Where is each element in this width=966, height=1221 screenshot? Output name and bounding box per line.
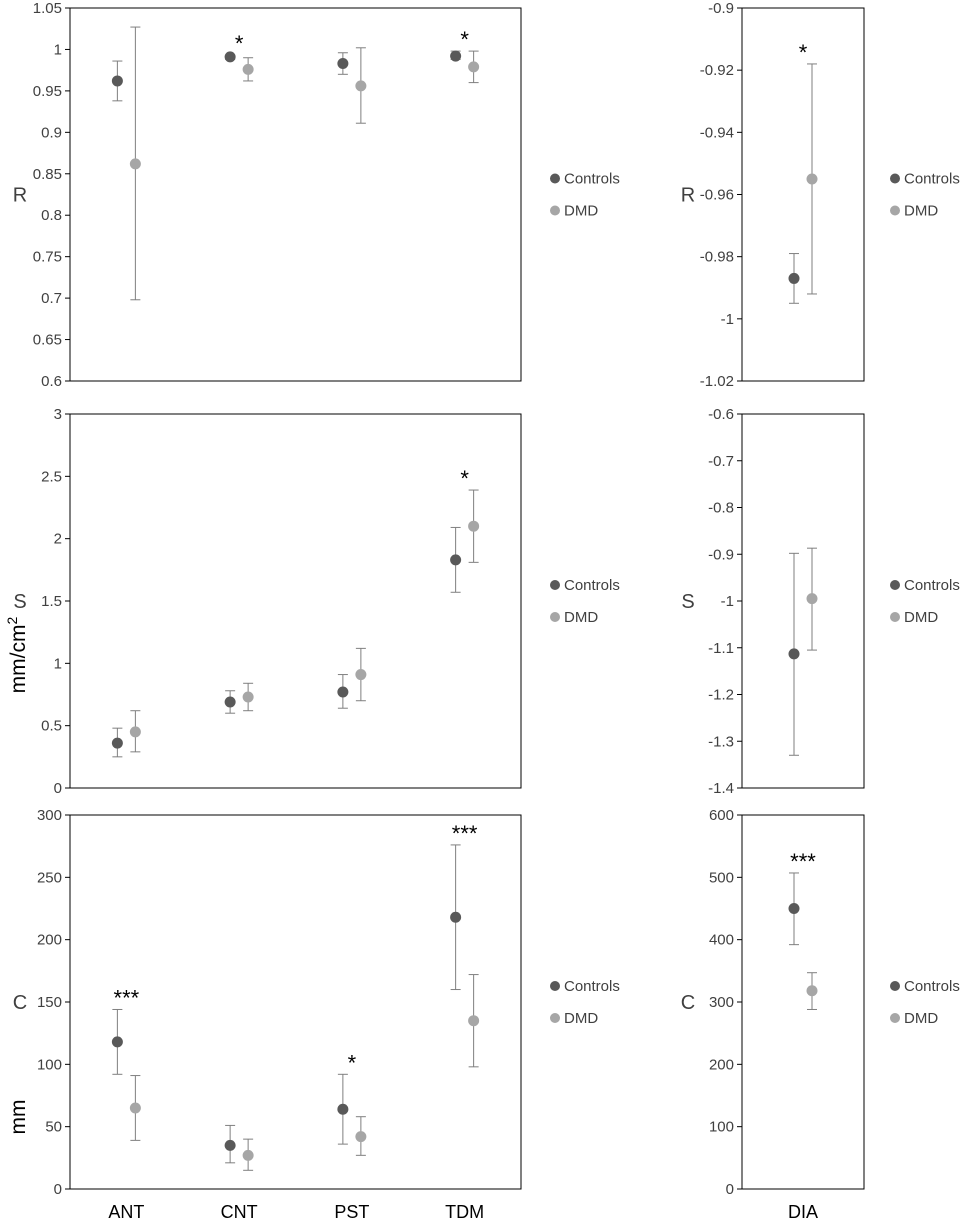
plot-frame bbox=[742, 414, 864, 788]
y-tick-label: -0.6 bbox=[708, 406, 734, 423]
legend-label: DMD bbox=[904, 609, 939, 626]
data-point-dmd bbox=[130, 1102, 141, 1113]
data-point-dmd bbox=[355, 669, 366, 680]
data-point-controls bbox=[337, 687, 348, 698]
chart-r-main bbox=[13, 0, 620, 390]
row-label: R bbox=[680, 184, 696, 207]
chart-s-dia bbox=[681, 406, 960, 797]
category-label: DIA bbox=[787, 1202, 819, 1221]
y-tick-label: 1 bbox=[53, 655, 62, 673]
y-tick-label: -1.4 bbox=[708, 780, 734, 797]
y-tick-label: 0.6 bbox=[41, 373, 62, 390]
data-point-controls bbox=[337, 58, 348, 69]
s-unit-base: mm/cm bbox=[7, 624, 30, 694]
y-tick-label: 0.75 bbox=[32, 248, 62, 266]
legend-marker-dmd bbox=[550, 1013, 560, 1023]
legend-label: Controls bbox=[564, 978, 620, 995]
significance-marker: *** bbox=[113, 985, 140, 1011]
legend-label: Controls bbox=[904, 978, 960, 995]
y-tick-label: 2.5 bbox=[41, 468, 62, 486]
data-point-dmd bbox=[807, 173, 818, 184]
legend-marker-dmd bbox=[890, 1013, 900, 1023]
y-tick-label: 300 bbox=[36, 807, 62, 824]
significance-marker: * bbox=[234, 31, 244, 57]
y-tick-label: 0.95 bbox=[32, 82, 62, 100]
y-tick-label: -1 bbox=[720, 593, 734, 610]
plot-frame bbox=[70, 8, 521, 381]
legend-marker-controls bbox=[550, 174, 560, 184]
y-tick-label: -1.3 bbox=[708, 733, 734, 751]
data-point-controls bbox=[450, 912, 461, 923]
data-point-controls bbox=[337, 1104, 348, 1115]
legend-marker-dmd bbox=[890, 206, 900, 216]
data-point-controls bbox=[789, 648, 800, 659]
y-tick-label: 2 bbox=[53, 530, 62, 548]
row-label: C bbox=[680, 992, 696, 1014]
chart-c-main bbox=[13, 807, 620, 1221]
legend-label: Controls bbox=[564, 170, 620, 188]
y-tick-label: 0.65 bbox=[32, 331, 62, 349]
y-tick-label: 0 bbox=[53, 780, 62, 797]
legend-label: Controls bbox=[904, 577, 960, 594]
data-point-dmd bbox=[468, 521, 479, 532]
legend-marker-controls bbox=[890, 174, 900, 184]
y-tick-label: 200 bbox=[708, 1056, 734, 1074]
y-tick-label: -0.92 bbox=[699, 62, 734, 80]
row-label: S bbox=[681, 591, 695, 613]
data-point-dmd bbox=[243, 64, 254, 75]
y-tick-label: 600 bbox=[708, 807, 734, 824]
y-tick-label: 0.5 bbox=[41, 717, 62, 735]
y-tick-label: 3 bbox=[53, 406, 62, 423]
row-label: S bbox=[13, 591, 27, 613]
legend-label: DMD bbox=[564, 202, 599, 220]
data-point-dmd bbox=[807, 985, 818, 996]
legend-marker-controls bbox=[550, 580, 560, 590]
data-point-dmd bbox=[807, 593, 818, 604]
y-tick-label: -1.1 bbox=[708, 639, 734, 657]
legend-marker-controls bbox=[550, 981, 560, 991]
data-point-controls bbox=[225, 696, 236, 707]
y-tick-label: -0.7 bbox=[708, 452, 734, 470]
y-tick-label: -0.96 bbox=[699, 186, 734, 204]
y-tick-label: 0.7 bbox=[41, 290, 62, 308]
y-tick-label: -1 bbox=[720, 310, 734, 328]
data-point-controls bbox=[112, 1036, 123, 1047]
legend-label: DMD bbox=[904, 202, 939, 220]
c-unit-label: mm bbox=[7, 1099, 30, 1135]
data-point-controls bbox=[112, 75, 123, 86]
data-point-dmd bbox=[130, 158, 141, 169]
data-point-controls bbox=[225, 1140, 236, 1151]
legend-label: DMD bbox=[904, 1010, 939, 1027]
y-tick-label: 300 bbox=[708, 994, 734, 1011]
y-tick-label: 150 bbox=[36, 994, 62, 1011]
y-tick-label: 1.5 bbox=[41, 593, 62, 610]
legend-marker-dmd bbox=[890, 612, 900, 622]
significance-marker: * bbox=[347, 1050, 357, 1076]
chart-c-dia bbox=[681, 807, 960, 1221]
legend-marker-dmd bbox=[550, 206, 560, 216]
data-point-dmd bbox=[130, 726, 141, 737]
category-label: CNT bbox=[220, 1202, 258, 1221]
significance-marker: * bbox=[798, 39, 808, 65]
significance-marker: * bbox=[460, 466, 469, 492]
category-label: ANT bbox=[108, 1202, 145, 1221]
legend-marker-dmd bbox=[550, 612, 560, 622]
row-label: C bbox=[12, 992, 28, 1014]
y-tick-label: 0.9 bbox=[41, 124, 62, 142]
data-point-controls bbox=[789, 903, 800, 914]
y-tick-label: 50 bbox=[45, 1118, 62, 1136]
y-tick-label: 250 bbox=[36, 869, 62, 887]
significance-marker: * bbox=[460, 27, 469, 53]
data-point-dmd bbox=[243, 691, 254, 702]
data-point-dmd bbox=[243, 1150, 254, 1161]
y-tick-label: 500 bbox=[708, 869, 734, 887]
chart-r-dia bbox=[681, 0, 960, 390]
y-tick-label: 200 bbox=[36, 931, 62, 949]
y-tick-label: 1.05 bbox=[32, 0, 62, 17]
legend-label: DMD bbox=[564, 1010, 599, 1027]
y-tick-label: 100 bbox=[708, 1118, 734, 1136]
data-point-controls bbox=[450, 554, 461, 565]
y-tick-label: -0.94 bbox=[699, 124, 734, 142]
y-tick-label: 100 bbox=[36, 1056, 62, 1074]
data-point-controls bbox=[789, 273, 800, 284]
y-tick-label: -0.98 bbox=[699, 248, 734, 266]
y-tick-label: 0 bbox=[725, 1181, 734, 1198]
s-unit-superscript: 2 bbox=[4, 616, 20, 625]
legend-marker-controls bbox=[890, 580, 900, 590]
y-tick-label: -1.02 bbox=[699, 373, 734, 390]
data-point-controls bbox=[450, 51, 461, 62]
y-tick-label: 400 bbox=[708, 931, 734, 949]
category-label: PST bbox=[334, 1202, 370, 1221]
legend-label: Controls bbox=[564, 577, 620, 594]
data-point-controls bbox=[112, 738, 123, 749]
chart-s-main bbox=[13, 406, 620, 797]
y-tick-label: -1.2 bbox=[708, 686, 734, 704]
row-label: R bbox=[12, 184, 28, 207]
significance-marker: *** bbox=[451, 820, 478, 846]
category-label: TDM bbox=[445, 1202, 485, 1221]
y-tick-label: -0.8 bbox=[708, 499, 734, 517]
significance-marker: *** bbox=[790, 848, 816, 874]
data-point-dmd bbox=[468, 61, 479, 72]
y-tick-label: 0.85 bbox=[32, 165, 62, 183]
data-point-dmd bbox=[355, 80, 366, 91]
s-unit-label bbox=[4, 616, 30, 693]
data-point-dmd bbox=[355, 1131, 366, 1142]
legend-label: Controls bbox=[904, 170, 960, 188]
y-tick-label: 1 bbox=[53, 41, 62, 59]
data-point-dmd bbox=[468, 1015, 479, 1026]
legend-label: DMD bbox=[564, 609, 599, 626]
y-tick-label: -0.9 bbox=[708, 0, 734, 17]
y-tick-label: -0.9 bbox=[708, 546, 734, 564]
y-tick-label: 0 bbox=[53, 1181, 62, 1198]
legend-marker-controls bbox=[890, 981, 900, 991]
y-tick-label: 0.8 bbox=[41, 207, 62, 225]
